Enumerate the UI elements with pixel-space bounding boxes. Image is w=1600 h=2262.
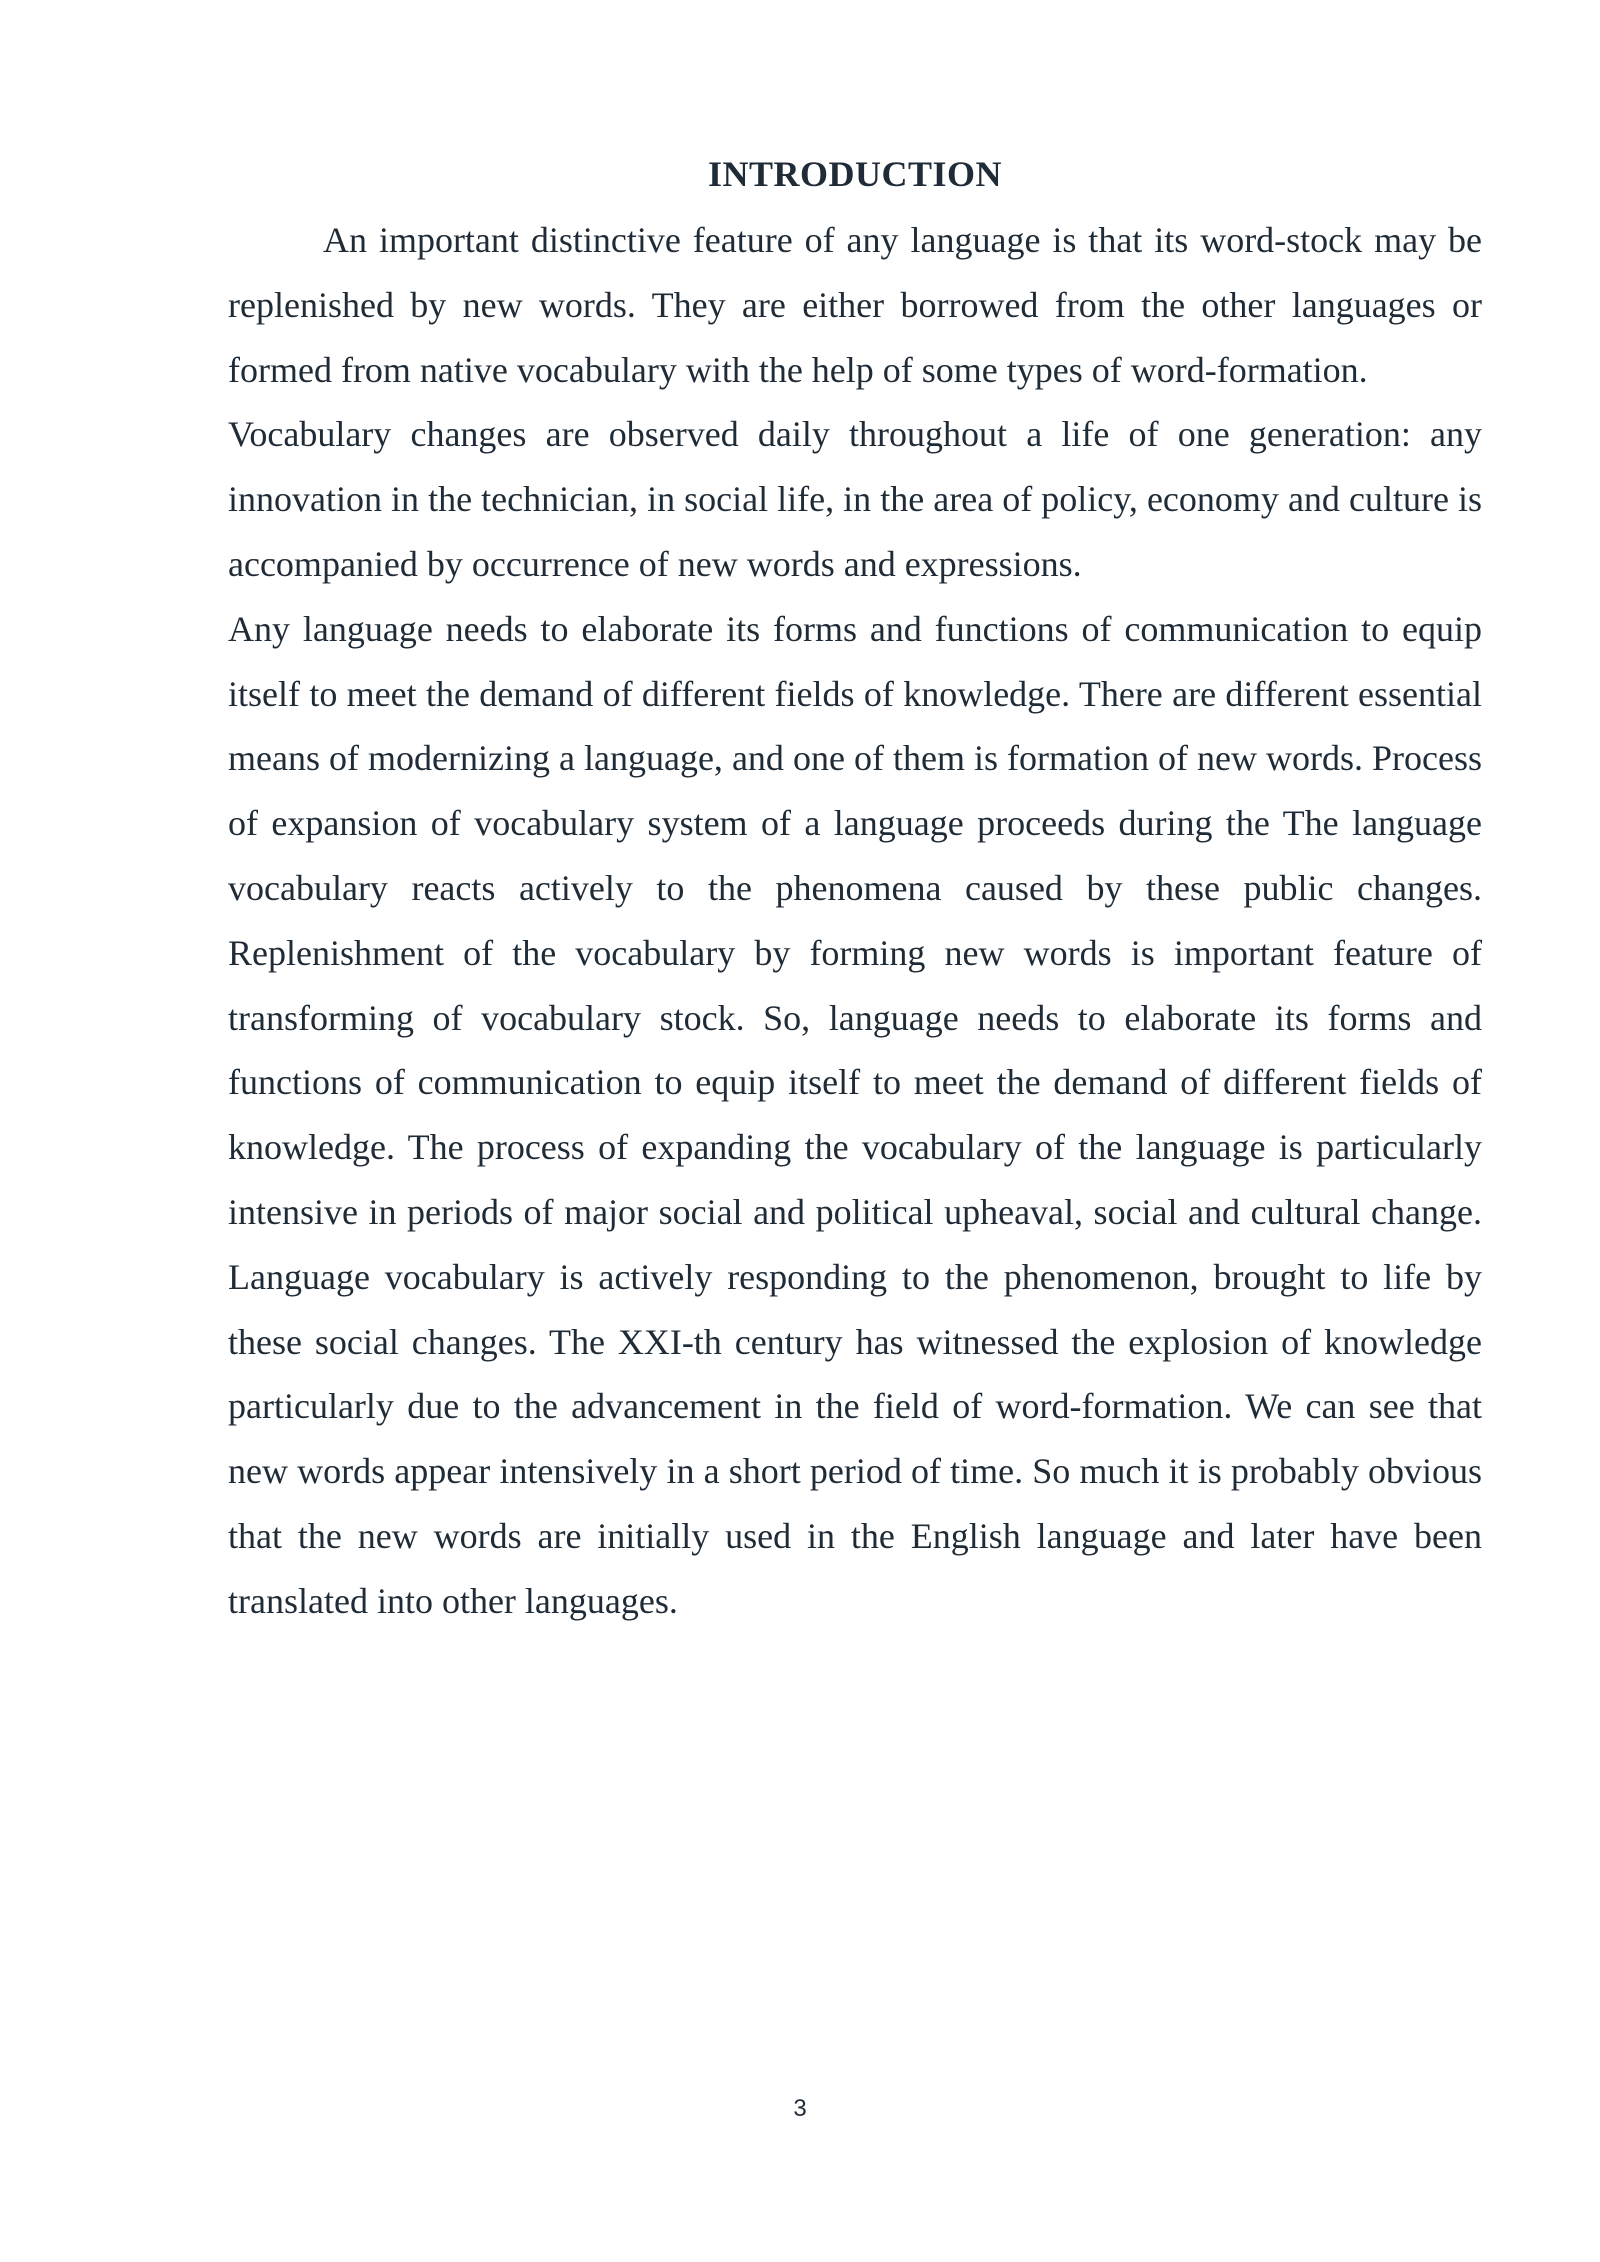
page-number: 3 <box>793 2095 807 2122</box>
paragraph-2: Vocabulary changes are observed daily throughout a life of one generation: any innovation in the technician, in social life, in the area of policy, economy and culture is accompanied by occurrence of new words and expressions. <box>228 414 1482 584</box>
paragraph-1: An important distinctive feature of any language is that its word-stock may be replenished by new words. They are either borrowed from the other languages or formed from native vocabulary with the help of some types of word-formation. <box>228 220 1482 390</box>
section-heading: INTRODUCTION <box>707 154 1003 194</box>
page-content <box>228 148 1482 1634</box>
paragraph-3: Any language needs to elaborate its forms and functions of communication to equip itself to meet the demand of different fields of knowledge. There are different essential means of modernizing a language, and one of them is formation of new words. Process of expansion of vocabulary system of a language proceeds during the The language vocabulary reacts actively to the phenomena caused by these public changes. Replenishment of the vocabulary by forming new words is important feature of transforming of vocabulary stock. So, language needs to elaborate its forms and functions of communication to equip itself to meet the demand of different fields of knowledge. The process of expanding the vocabulary of the language is particularly intensive in periods of major social and political upheaval, social and cultural change. Language vocabulary is actively responding to the phenomenon, brought to life by these social changes. The XXI-th century has witnessed the explosion of knowledge particularly due to the advancement in the field of word-formation. We can see that new words appear intensively in a short period of time. So much it is probably obvious that the new words are initially used in the English language and later have been translated into other languages. <box>228 608 1482 1621</box>
